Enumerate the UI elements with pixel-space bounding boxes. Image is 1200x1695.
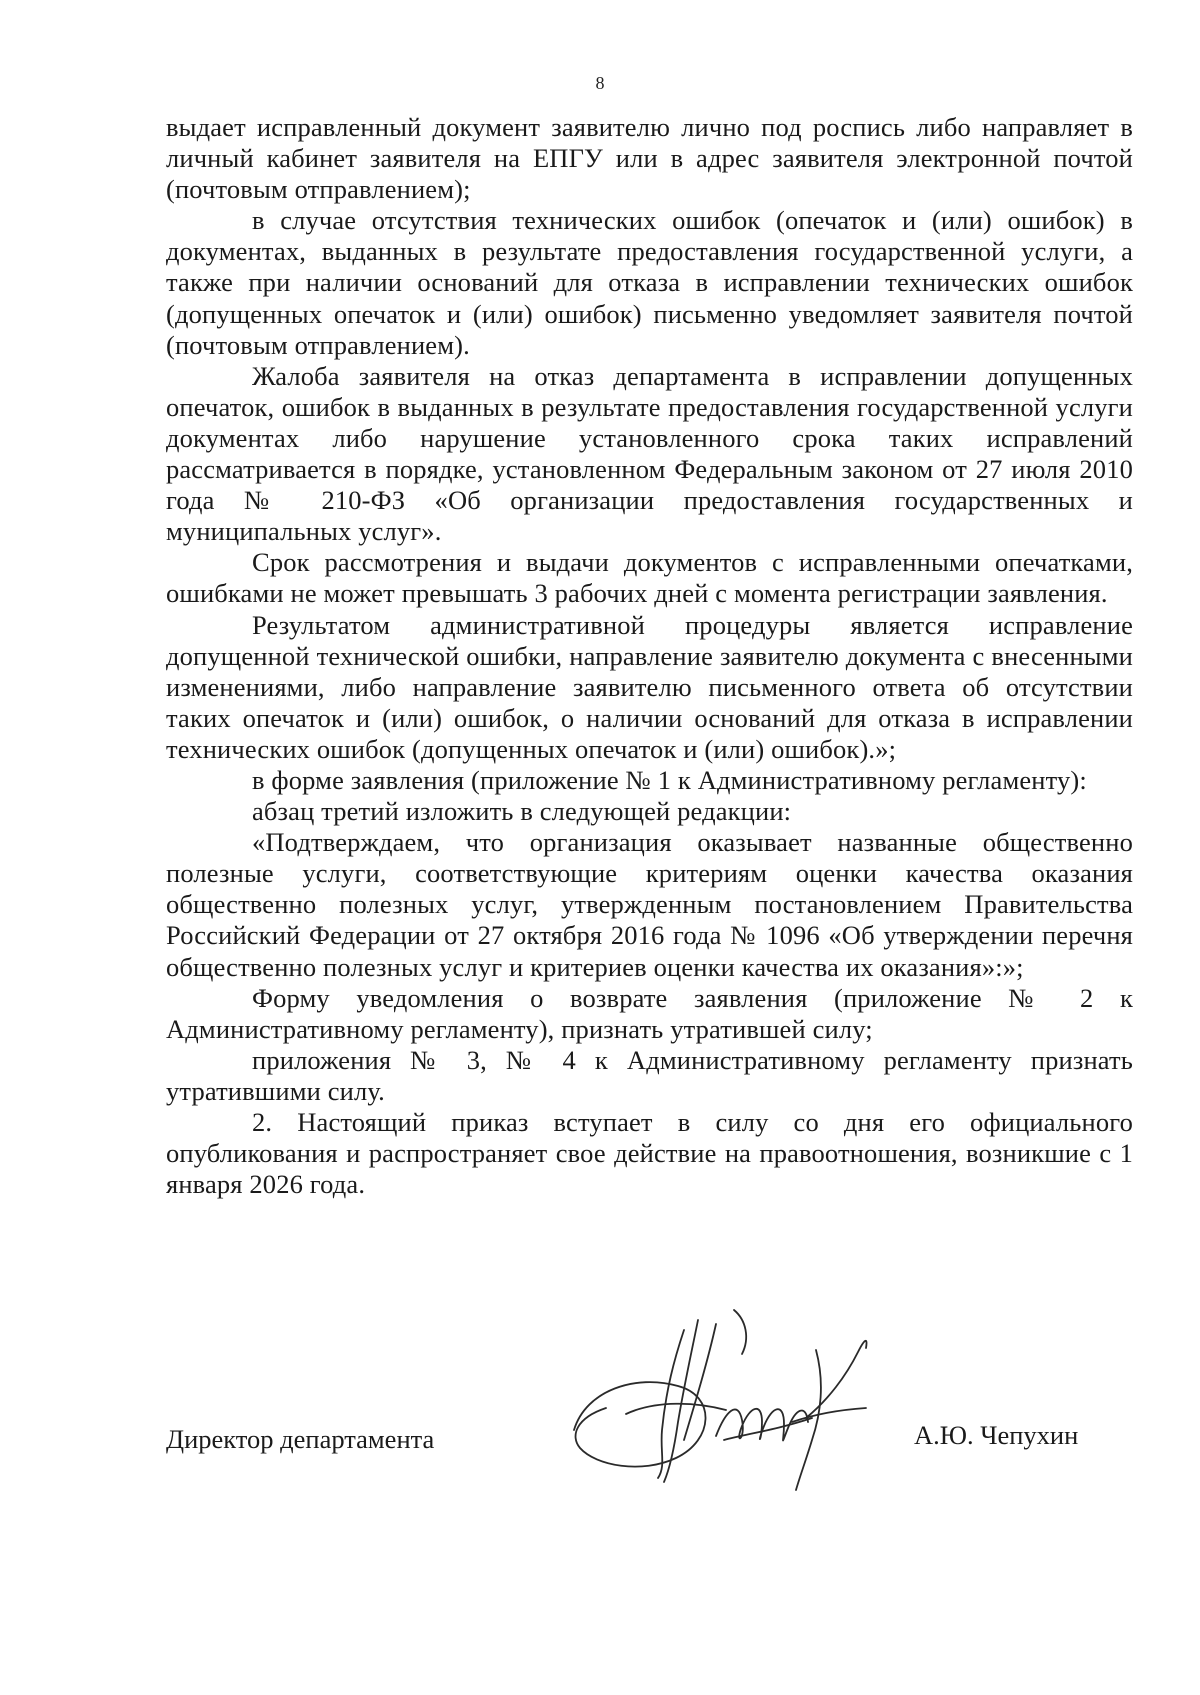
paragraph-6: в форме заявления (приложение № 1 к Административному регламенту): [252,764,1087,795]
paragraph-9: Форму уведомления о возврате заявления (приложение № 2 к Административному регламенту), признать утратившей силу; [166,982,1133,1044]
paragraph-3: Жалоба заявителя на отказ департамента в исправлении допущенных опечаток, ошибок в выданных в результате предоставления государственной услуги документах либо нарушение установленного срока таких исправлений рассматривается в порядке, установленном Федеральным законом от 27 июля 2010 года № 210-ФЗ «Об организации предоставления государственных и муниципальных услуг». [166,360,1133,547]
paragraph-1: выдает исправленный документ заявителю лично под роспись либо направляет в личный кабинет заявителя на ЕПГУ или в адрес заявителя электронной почтой (почтовым отправлением); [166,112,1133,205]
handwritten-signature [566,1290,896,1510]
signer-position: Директор департамента [166,1424,435,1454]
paragraph-7: абзац третий изложить в следующей редакции: [252,796,792,827]
document-body [166,112,1133,1200]
paragraph-10: приложения № 3, № 4 к Административному регламенту признать утратившими силу. [166,1044,1133,1106]
page-number: 8 [595,73,605,93]
paragraph-5: Результатом административной процедуры является исправление допущенной технической ошибки, направление заявителю документа с внесенными изменениями, либо направление заявителю письменного ответа об отсутствии таких опечаток и (или) ошибок, о наличии оснований для отказа в исправлении технических ошибок (допущенных опечаток и (или) ошибок).»; [166,609,1133,764]
paragraph-2: в случае отсутствия технических ошибок (опечаток и (или) ошибок) в документах, выданных в результате предоставления государственной услуги, а также при наличии оснований для отказа в исправлении технических ошибок (допущенных опечаток и (или) ошибок) письменно уведомляет заявителя почтой (почтовым отправлением). [166,205,1133,360]
paragraph-8: «Подтверждаем, что организация оказывает названные общественно полезные услуги, соответствующие критериям оценки качества оказания общественно полезных услуг, утвержденным постановлением Правительства Российский Федерации от 27 октября 2016 года № 1096 «Об утверждении перечня общественно полезных услуг и критериев оценки качества их оказания»:»; [166,827,1133,982]
paragraph-11: 2. Настоящий приказ вступает в силу со дня его официального опубликования и распространяет свое действие на правоотношения, возникшие с 1 января 2026 года. [166,1107,1133,1200]
signature-block [166,1390,1133,1530]
paragraph-4: Срок рассмотрения и выдачи документов с исправленными опечатками, ошибками не может превышать 3 рабочих дней с момента регистрации заявления. [166,547,1133,609]
signer-name: А.Ю. Чепухин [914,1420,1079,1450]
